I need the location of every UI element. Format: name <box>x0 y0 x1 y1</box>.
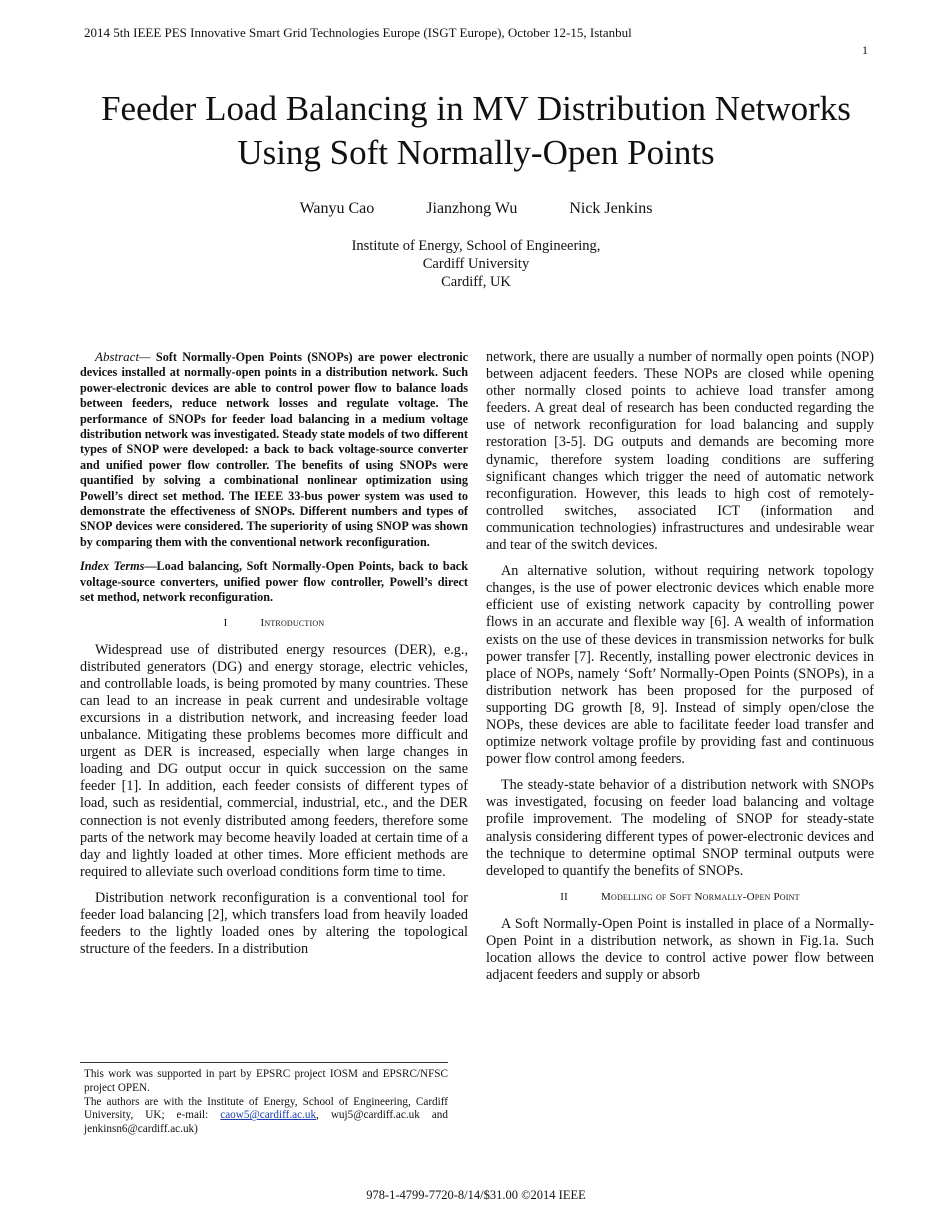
author-name: Nick Jenkins <box>569 200 653 217</box>
right-column <box>486 349 874 993</box>
title-line-1: Feeder Load Balancing in MV Distribution Networks <box>101 89 851 128</box>
footnote-text: The authors are with the Institute of Energy, School of Engineering, Cardiff University, UK; e-mail: <box>84 1095 448 1122</box>
author-name: Jianzhong Wu <box>426 200 518 217</box>
affiliation-line: Institute of Energy, School of Engineering, <box>351 238 601 254</box>
paragraph: A Soft Normally-Open Point is installed in place of a Normally-Open Point in a distribution network, as shown in Fig.1a. Such location allows the device to control active power flow between adjacent feeders and supply or absorb <box>486 915 874 984</box>
paragraph: Distribution network reconfiguration is a conventional tool for feeder load balancing [2], which transfers load from heavily loaded feeders to the lightly loaded ones by altering the topological structure of the feeders. In a distribution <box>80 889 468 958</box>
section-heading-introduction <box>80 615 468 632</box>
section-number: I <box>223 616 228 629</box>
section-title: Modelling of Soft Normally-Open Point <box>600 890 800 903</box>
footnote <box>84 1068 448 1137</box>
section-title: Introduction <box>260 616 325 629</box>
email-link[interactable]: caow5@cardiff.ac.uk <box>220 1109 317 1122</box>
footnote-funding: This work was supported in part by EPSRC project IOSM and EPSRC/NFSC project OPEN. <box>84 1068 448 1094</box>
page-number: 1 <box>862 43 868 57</box>
paragraph: network, there are usually a number of normally open points (NOP) between adjacent feeders. These NOPs are closed while opening other normally closed points to achieve load transfer among feeders. A great deal of research has been conducted regarding the use of network reconfiguration for load balancing and supply restoration [3-5]. DG outputs and demands are becoming more dynamic, therefore system loading conditions are suffering significant changes which trigger the need of automatic network reconfiguration. However, this leads to high cost of remotely-controlled switches, associated ICT (information and communication technologies) infrastructures and undesirable wear and tear of the switch devices. <box>486 349 874 554</box>
author-list <box>0 200 952 218</box>
abstract <box>80 349 468 550</box>
abstract-lead: Abstract— <box>95 349 151 364</box>
affiliation-line: Cardiff University <box>422 256 530 272</box>
section-number: II <box>560 890 569 903</box>
paragraph: An alternative solution, without requiring network topology changes, is the use of power electronic devices which enable more efficient use of existing network capacity by controlling power flows in an accurate and flexible way [6]. A wealth of information exists on the use of these devices in transmission networks for bulk power transfer [7]. Recently, installing power electronic devices in place of NOPs, namely ‘Soft’ Normally-Open Points (SNOPs), in a distribution network has been proposed for the purposed of supporting DG growth [8, 9]. Instead of simply open/close the NOPs, these devices are able to facilitate feeder load transfer and optimize network voltage profile by providing fast and continuous power flow control among feeders. <box>486 563 874 768</box>
abstract-text: Soft Normally-Open Points (SNOPs) are power electronic devices installed at normally-open points in a distribution network. Such power-electronic devices are able to control power flow to balance loads between feeders, reduce network losses and regulate voltage. The performance of SNOPs for feeder load balancing in a medium voltage distribution network was investigated. Steady state models of two different types of SNOP were developed: a back to back voltage-source converter and unified power flow controller. The benefits of using SNOPs were quantified by solving a combinational nonlinear optimization using Powell’s direct set method. The IEEE 33-bus power system was used to demonstrate the effectiveness of SNOPs. Different numbers and types of SNOP devices were considered. The superiority of using SNOP was shown by comparing them with the conventional network reconfiguration. <box>80 350 468 549</box>
affiliation <box>0 237 952 291</box>
left-column <box>80 349 468 967</box>
footnote-text: , wuj5@cardiff.ac.uk and jenkinsn6@cardiff.ac.uk) <box>84 1109 448 1136</box>
footnote-authors <box>84 1096 448 1137</box>
title-line-2: Using Soft Normally-Open Points <box>237 133 715 172</box>
conference-header: 2014 5th IEEE PES Innovative Smart Grid Technologies Europe (ISGT Europe), October 12-15, Istanbul <box>84 25 632 40</box>
paragraph: The steady-state behavior of a distribution network with SNOPs was investigated, focusing on feeder load balancing and voltage profile improvement. The modeling of SNOP for steady-state analysis considering different types of power-electronic devices and the technique to determine optimal SNOP terminal outputs were developed to quantify the benefits of SNOPs. <box>486 777 874 879</box>
index-terms <box>80 559 468 605</box>
section-heading-modelling <box>486 889 874 906</box>
index-terms-text: —Load balancing, Soft Normally-Open Points, back to back voltage-source converters, unified power flow controller, Powell’s direct set method, network reconfiguration. <box>80 559 468 605</box>
affiliation-line: Cardiff, UK <box>441 274 511 290</box>
paragraph: Widespread use of distributed energy resources (DER), e.g., distributed generators (DG) and energy storage, electric vehicles, and controllable loads, is being promoted by many countries. These can lead to an increase in peak current and undesirable voltage excursions in a distribution network, and increasing feeder load unbalance. Mitigating these problems becomes more difficult and urgent as DER is increased, especially when large changes in loading and DG output occur in quick succession on the same feeder [1]. In addition, each feeder consists of different types of load, such as residential, commercial, industrial, etc., and the DER connection is not evenly distributed among feeders, therefore some parts of the network may become heavily loaded at certain time of a day and lightly loaded at other times. More efficient methods are required to alleviate such overload conditions form time to time. <box>80 641 468 880</box>
footnote-divider <box>80 1062 448 1063</box>
paper-title <box>0 87 952 175</box>
index-terms-lead: Index Terms <box>80 559 145 574</box>
author-name: Wanyu Cao <box>299 200 375 217</box>
isbn-footer: 978-1-4799-7720-8/14/$31.00 ©2014 IEEE <box>366 1188 586 1202</box>
